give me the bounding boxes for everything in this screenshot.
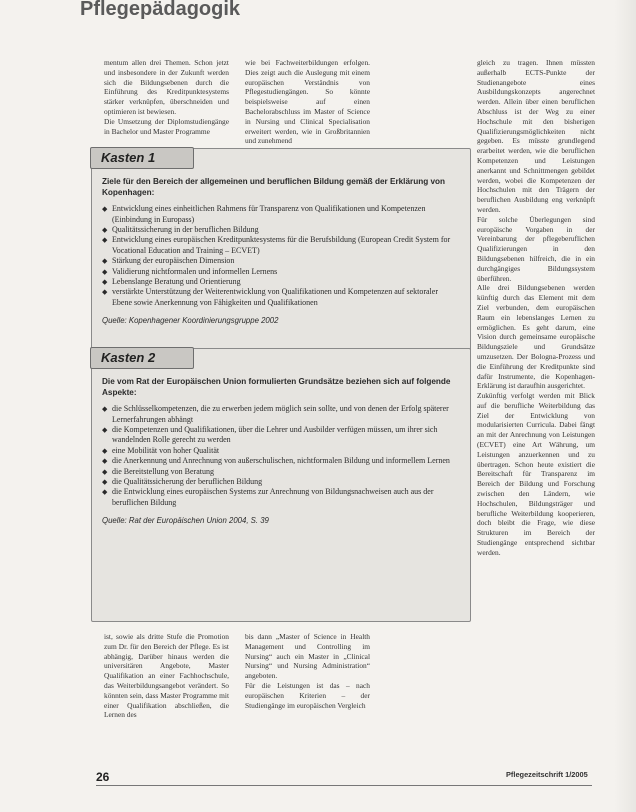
box-list (102, 404, 458, 508)
box-list (102, 204, 458, 308)
paragraph: wie bei Fachweiterbildungen erfolgen. Dies zeigt auch die Auslegung mit einem europäischen Verständnis von Pflegestudiengängen. So könnte beispielsweise auf einen Bachelorabschluss im Master of Science in Nursing und Clinical Specialisation erweitert werden, wie in Großbritannien und zunehmend (245, 58, 370, 146)
paragraph: Zukünftig verfolgt werden mit Blick auf die berufliche Weiterbildung das Ziel der Entwicklung von modularisierten Curricula. Dabei fängt an mit der Anrechnung von Leistungen (ECVET) eine Art Währung, um Leistungen anzuerkennen und zu übertragen. Schon heute existiert die Bereitschaft für Transparenz im Bereich der Bildung und Forschung zwischen den Ländern, wie Hochschulen, Bildungsträger und berufliche Weiterbildung kooperieren, doch bleibt die Frage, wie diese Strukturen im Bereich der Studiengänge entsprechend sichtbar werden. (477, 391, 595, 557)
text-column-5 (245, 632, 370, 710)
list-item: ◆ Lebenslange Beratung und Orientierung (102, 277, 458, 287)
paragraph: bis dann „Master of Science in Health Management und Controlling im Nursing“ auch ein Master in „Clinical Nursing“ und Nursing Administration“ angeboten. (245, 632, 370, 681)
paragraph: Die Umsetzung der Diplomstudiengänge in Bachelor und Master Programme (104, 116, 229, 136)
box-source: Quelle: Rat der Europäischen Union 2004, S. 39 (102, 516, 269, 526)
text-column-2 (245, 58, 370, 146)
box-source: Quelle: Kopenhagener Koordinierungsgruppe 2002 (102, 316, 279, 326)
list-item: ◆ Stärkung der europäischen Dimension (102, 256, 458, 266)
paragraph: Für solche Überlegungen sind europäische Vorgaben in der Vereinbarung der pflegeberuflichen Qualifizierungen in den Bildungsebenen hilfreich, die in ein durchgängiges Bildungssystem überführen. (477, 214, 595, 283)
page-number: 26 (96, 770, 110, 784)
list-item: ◆ verstärkte Unterstützung der Weiterentwicklung von Qualifikationen und Kompetenzen auf sektoraler Ebene sowie Anerkennung von Fähigkeiten und Qualifikationen (102, 287, 458, 308)
list-item: ◆ die Entwicklung eines europäischen Systems zur Anrechnung von Bildungsnachweisen auch aus der beruflichen Bildung (102, 487, 458, 508)
box-content (102, 377, 458, 527)
list-item: ◆ die Qualitätssicherung der beruflichen Bildung (102, 477, 458, 487)
info-box-1 (91, 148, 471, 358)
paragraph: Alle drei Bildungsebenen werden künftig durch das Element mit dem Ziel verbunden, dem europäischen Raum ein lebenslanges Lernen zu ermöglichen. Es geht darum, eine Vision durch gemeinsame europäische Bildungsziele und Grundsätze umzusetzen. Der Bologna-Prozess und die Einführung der Kreditpunkte sind dafür Instrumente, die Kopenhagen-Erklärung ist daraufhin ausgerichtet. (477, 283, 595, 391)
magazine-issue: Pflegezeitschrift 1/2005 (506, 770, 588, 779)
box-content (102, 177, 458, 327)
box-title: Kasten 2 (90, 347, 194, 369)
paragraph: mentum allen drei Themen. Schon jetzt und insbesondere in der Zukunft werden sich die Bildungsebenen durch die Einführung des Kreditpunktesystems stärker verknüpfen, überschneiden und optimieren ist bewiesen. (104, 58, 229, 116)
page-header-title: Pflegepädagogik (80, 0, 241, 20)
list-item: ◆ Validierung nichtformalen und informellen Lernens (102, 267, 458, 277)
text-column-1 (104, 58, 229, 136)
box-title: Kasten 1 (90, 147, 194, 169)
paragraph: Für die Leistungen ist das – nach europäischen Kriterien – der Studiengänge im europäischen Vergleich (245, 680, 370, 710)
text-column-4 (104, 632, 229, 720)
list-item: ◆ eine Mobilität von hoher Qualität (102, 446, 458, 456)
list-item: ◆ Entwicklung eines europäischen Kreditpunktesystems für die Berufsbildung (European Credit System for Vocational Education and Training – ECVET) (102, 235, 458, 256)
text-column-3 (477, 58, 595, 558)
list-item: ◆ die Kompetenzen und Qualifikationen, über die Lehrer und Ausbilder verfügen müssen, um ihrer sich wandelnden Rolle gerecht zu werden (102, 425, 458, 446)
list-item: ◆ die Anerkennung und Anrechnung von außerschulischen, nichtformalen Bildung und informellem Lernen (102, 456, 458, 466)
list-item: ◆ Qualitätssicherung in der beruflichen Bildung (102, 225, 458, 235)
list-item: ◆ Entwicklung eines einheitlichen Rahmens für Transparenz von Qualifikationen und Kompetenzen (Einbindung in Europass) (102, 204, 458, 225)
list-item: ◆ die Schlüsselkompetenzen, die zu erwerben jedem möglich sein sollte, und von denen der Erfolg späterer Lernerfahrungen abhängt (102, 404, 458, 425)
list-item: ◆ die Bereitstellung von Beratung (102, 467, 458, 477)
info-box-2 (91, 348, 471, 622)
box-heading: Ziele für den Bereich der allgemeinen und beruflichen Bildung gemäß der Erklärung von Kopenhagen: (102, 177, 446, 197)
paragraph: gleich zu tragen. Ihnen müssten außerhalb ECTS-Punkte der Studienangebote eines Ausbildungskonzepts angerechnet werden. Allein über einen beruflichen Abschluss ist der Weg zu einer Hochschule mit den bisherigen Qualifizierungsmöglichkeiten nicht gegeben. Es müsste grundlegend erarbeitet werden, wie die beruflichen Kompetenzen und Leistungen anerkannt und Schnittmengen gebildet werden, wobei die Kompetenzen der Hochschulen mit den Trägern der beruflichen Ausbildung eng verknüpft werden. (477, 58, 595, 214)
box-heading: Die vom Rat der Europäischen Union formulierten Grundsätze beziehen sich auf folgende Aspekte: (102, 377, 451, 397)
paragraph: ist, sowie als dritte Stufe die Promotion zum Dr. für den Bereich der Pflege. Es ist abhängig, Darüber hinaus werden die universitären Angebote, Master Qualifikation an einer Fachhochschule, das Weiterbildungsangebot verändert. So könnten sein, dass Master Programme mit einer Qualifikation abschließen, die Lernen des (104, 632, 229, 720)
footer-divider (96, 785, 592, 786)
page-edge-shadow (614, 0, 636, 812)
